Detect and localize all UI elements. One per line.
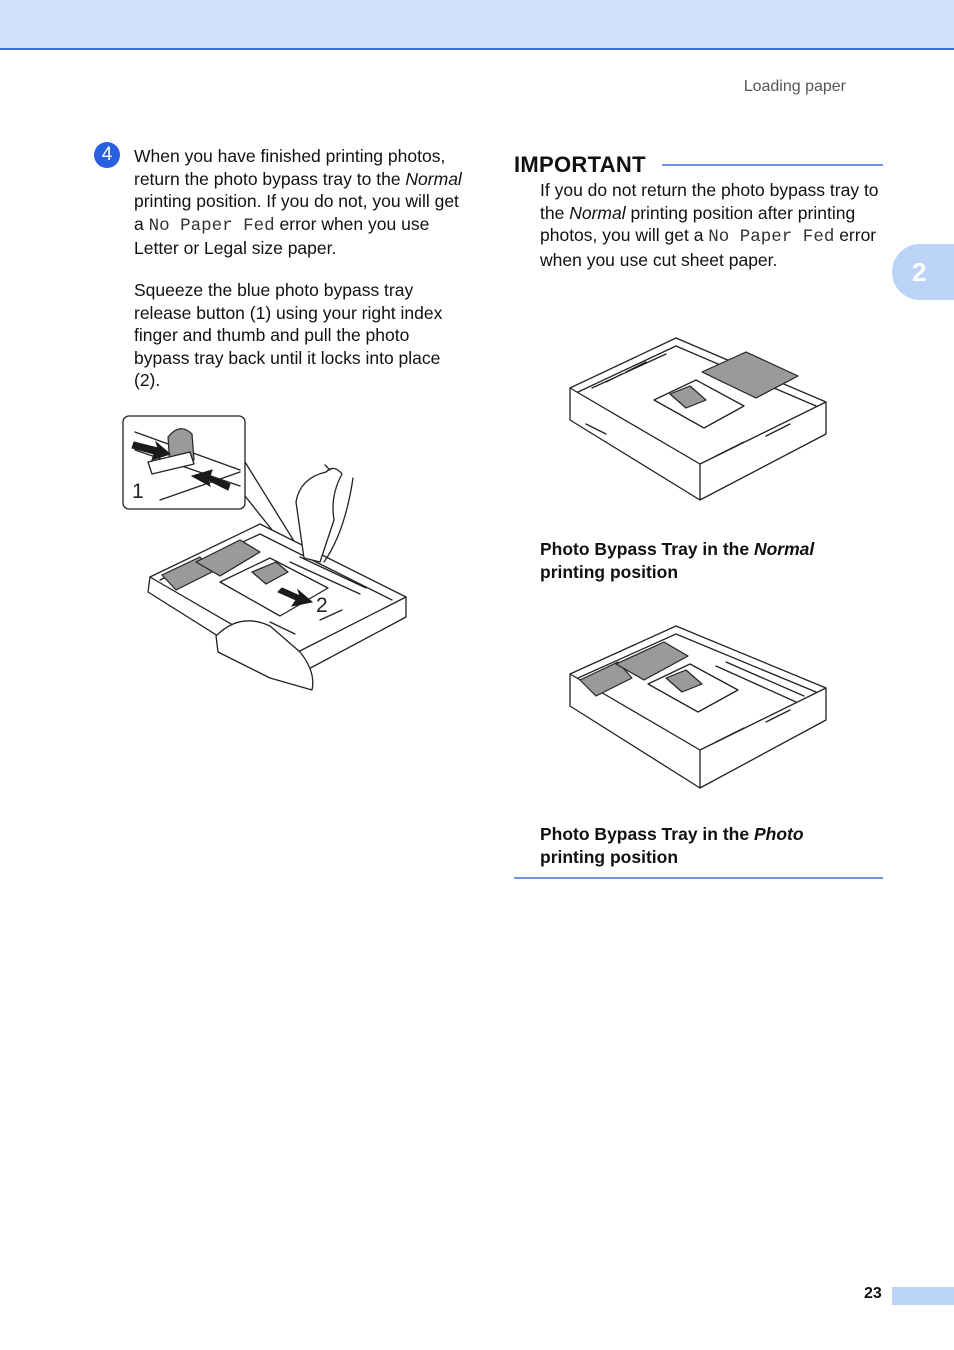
caption-normal-position (540, 538, 870, 583)
italic-run: Normal (569, 202, 626, 223)
important-bottom-rule (514, 877, 883, 879)
step-paragraph-2: Squeeze the blue photo bypass tray release button (1) using your right index finger and thumb and pull the photo bypass tray back until it locks into place (2). (134, 280, 443, 390)
top-header-band (0, 0, 954, 50)
italic-run: Normal (405, 168, 462, 189)
text-run: printing position after printing photos, you will get a (540, 202, 856, 245)
text-run: Photo Bypass Tray in the (540, 539, 754, 559)
tray-normal-position-illustration (566, 336, 830, 506)
running-head: Loading paper (743, 78, 846, 95)
important-body (540, 179, 886, 271)
page-number: 23 (864, 1285, 882, 1302)
error-code: No Paper Fed (148, 215, 275, 236)
callout-1: 1 (132, 480, 144, 503)
text-run: printing position. If you do not, you will get a (134, 191, 459, 234)
caption-photo-position (540, 823, 870, 868)
error-code: No Paper Fed (708, 227, 835, 247)
text-run: printing position (540, 561, 679, 582)
text-run: Photo Bypass Tray in the (540, 824, 754, 844)
chapter-tab (892, 244, 954, 300)
chapter-number: 2 (912, 256, 927, 287)
text-run: printing position (540, 846, 679, 867)
text-run: When you have finished printing photos, return the photo bypass tray to the (134, 146, 446, 189)
italic-run: Normal (753, 539, 815, 559)
important-heading: IMPORTANT (514, 152, 646, 177)
callout-2: 2 (316, 594, 328, 617)
text-run: If you do not return the photo bypass tray to the (540, 180, 879, 223)
text-run: error when you use Letter or Legal size paper. (134, 213, 430, 258)
step-number-badge: 4 (94, 142, 120, 168)
text-run: error when you use cut sheet paper. (540, 225, 877, 270)
tray-photo-position-illustration (566, 622, 830, 792)
footer-band (892, 1287, 954, 1305)
tray-release-illustration (120, 412, 420, 697)
step-paragraph-1 (134, 145, 469, 260)
important-top-rule (662, 164, 883, 166)
italic-run: Photo (753, 824, 804, 844)
